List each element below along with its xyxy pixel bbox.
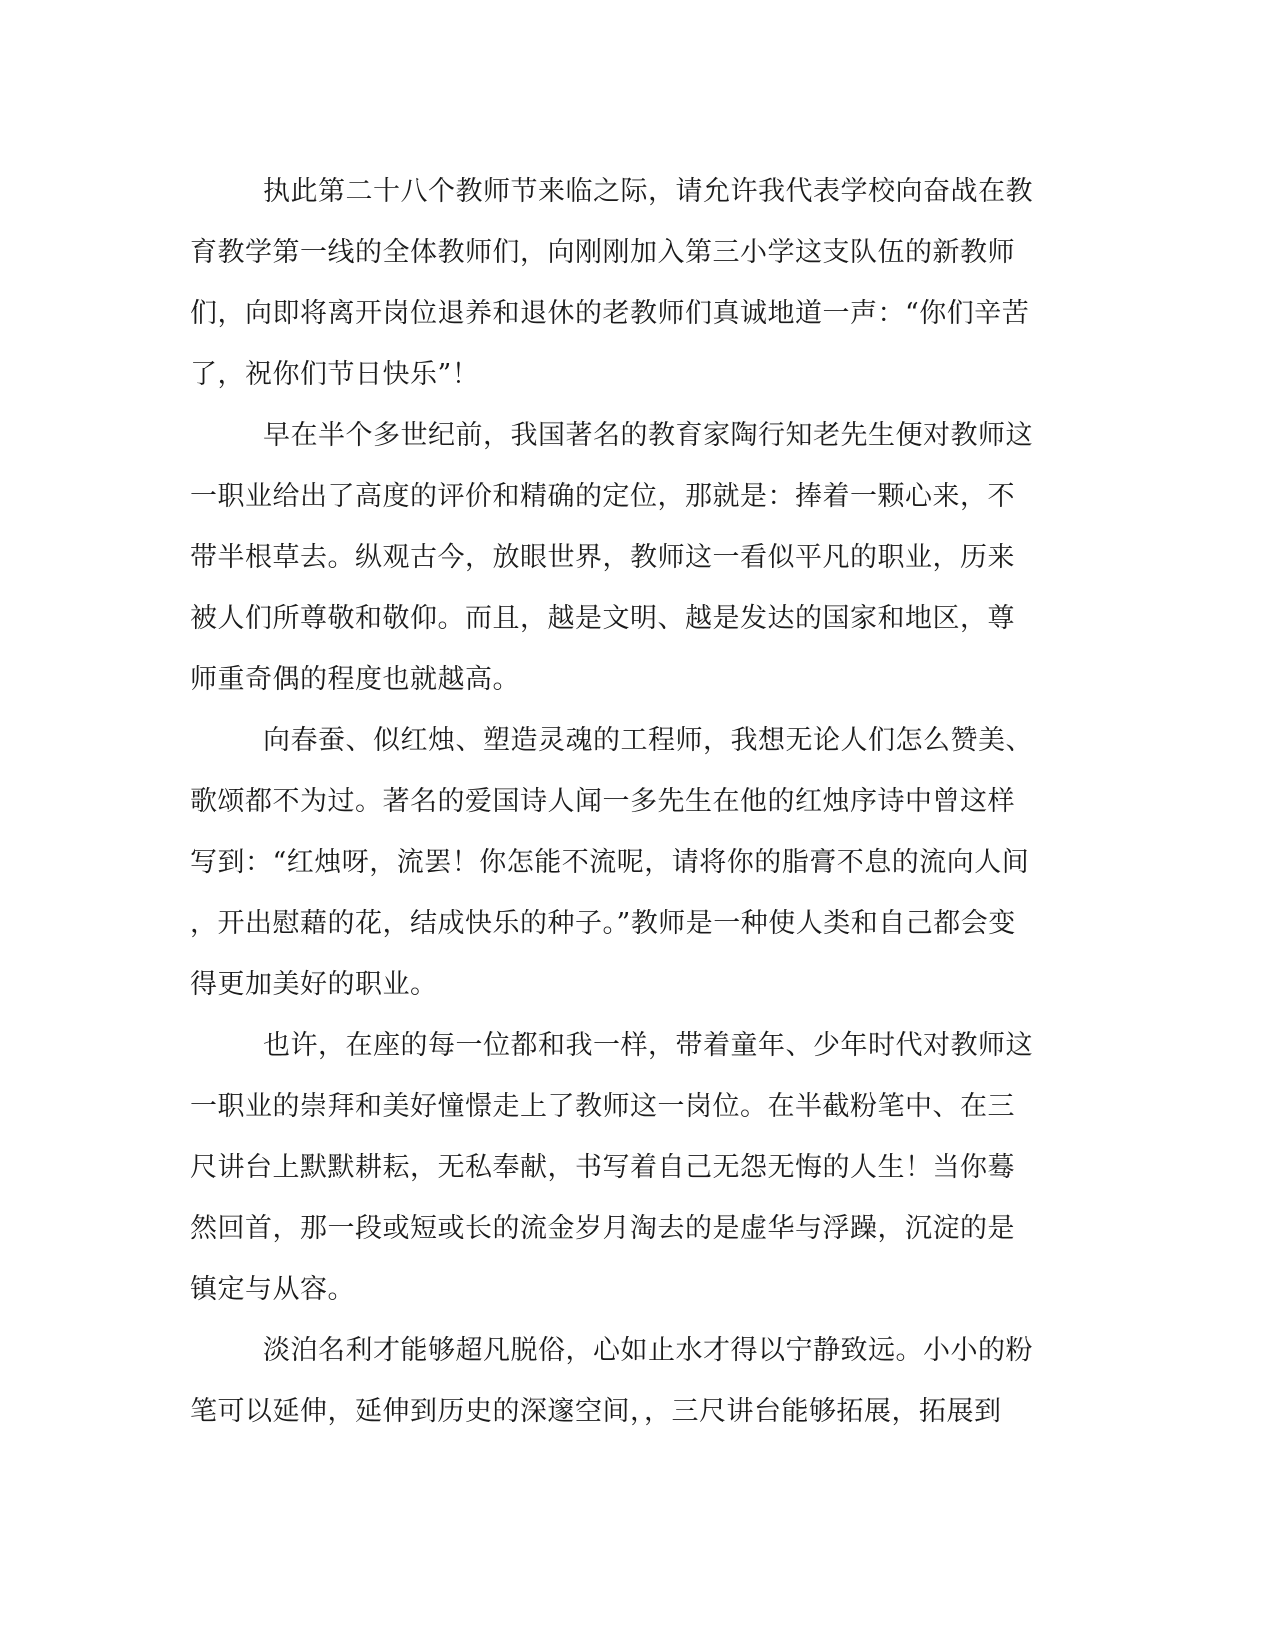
paragraph-indifference-to-fame [190, 1320, 1090, 1442]
paragraph-teachers-day-greeting [190, 161, 1090, 405]
text-line: 被人们所尊敬和敬仰。而且，越是文明、越是发达的国家和地区，尊 [190, 603, 1015, 634]
paragraph-red-candle [190, 710, 1090, 1015]
text-line: 尺讲台上默默耕耘，无私奉献，书写着自己无怨无悔的人生！当你蓦 [190, 1152, 1015, 1183]
text-line: 一职业的崇拜和美好憧憬走上了教师这一岗位。在半截粉笔中、在三 [190, 1091, 1015, 1122]
text-line: 也许，在座的每一位都和我一样，带着童年、少年时代对教师这 [263, 1030, 1033, 1061]
paragraph-chalk-and-podium [190, 1015, 1090, 1320]
text-line: ，开出慰藉的花，结成快乐的种子。”教师是一种使人类和自己都会变 [190, 908, 1016, 939]
text-line: 得更加美好的职业。 [190, 969, 438, 1000]
text-line: 早在半个多世纪前，我国著名的教育家陶行知老先生便对教师这 [263, 420, 1033, 451]
text-line: 然回首，那一段或短或长的流金岁月淘去的是虚华与浮躁，沉淀的是 [190, 1213, 1015, 1244]
text-line: 向春蚕、似红烛、塑造灵魂的工程师，我想无论人们怎么赞美、 [263, 725, 1033, 756]
text-line: 一职业给出了高度的评价和精确的定位，那就是：捧着一颗心来，不 [190, 481, 1015, 512]
text-line: 执此第二十八个教师节来临之际，请允许我代表学校向奋战在教 [263, 176, 1033, 207]
text-line: 写到：“红烛呀，流罢！你怎能不流呢，请将你的脂膏不息的流向人间 [190, 847, 1030, 878]
text-line: 们，向即将离开岗位退养和退休的老教师们真诚地道一声：“你们辛苦 [190, 298, 1030, 329]
paragraph-tao-xingzhi [190, 405, 1090, 710]
text-line: 笔可以延伸，延伸到历史的深邃空间，，三尺讲台能够拓展，拓展到 [190, 1396, 1002, 1427]
text-line: 带半根草去。纵观古今，放眼世界，教师这一看似平凡的职业，历来 [190, 542, 1015, 573]
text-line: 镇定与从容。 [190, 1274, 355, 1305]
text-line: 育教学第一线的全体教师们，向刚刚加入第三小学这支队伍的新教师 [190, 237, 1015, 268]
text-line: 淡泊名利才能够超凡脱俗，心如止水才得以宁静致远。小小的粉 [263, 1335, 1033, 1366]
text-line: 歌颂都不为过。著名的爱国诗人闻一多先生在他的红烛序诗中曾这样 [190, 786, 1015, 817]
document-body [190, 161, 1090, 1442]
text-line: 了，祝你们节日快乐”！ [190, 359, 480, 390]
text-line: 师重奇偶的程度也就越高。 [190, 664, 520, 695]
